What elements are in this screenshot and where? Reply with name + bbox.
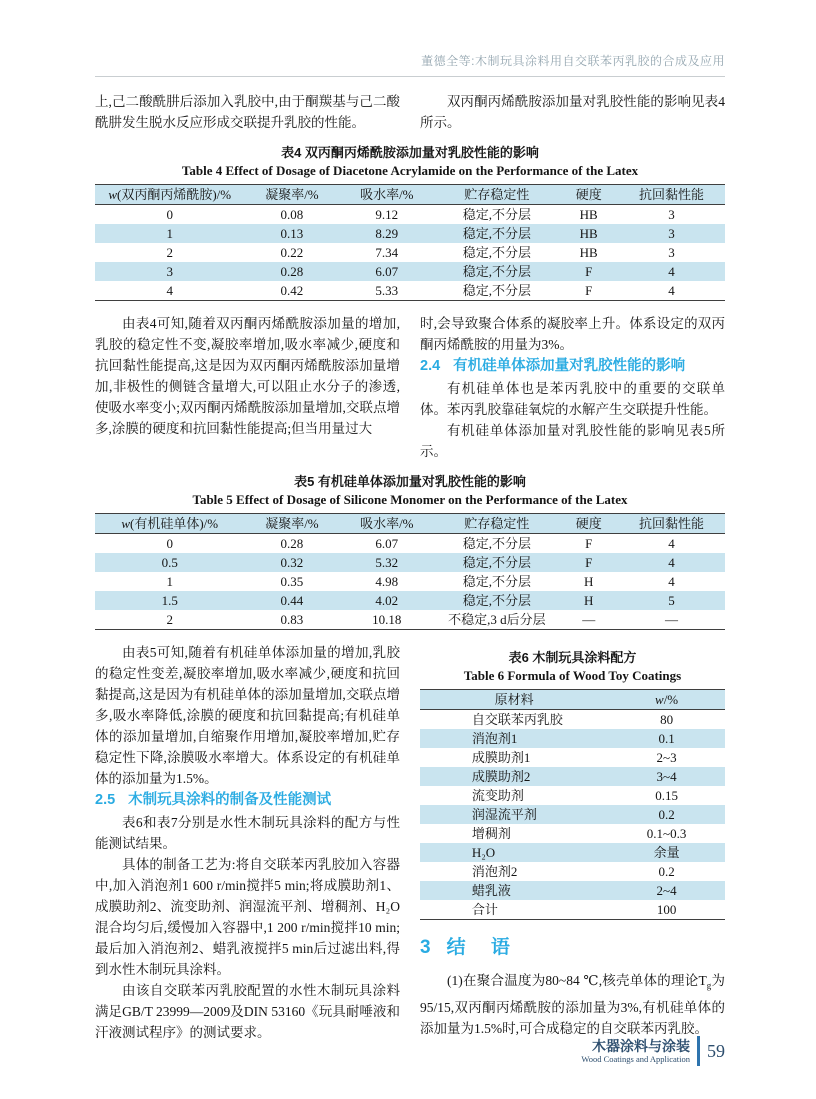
table-row <box>95 281 725 301</box>
section-title: 结 语 <box>446 937 520 958</box>
table-cell: 余量 <box>653 845 680 860</box>
table-cell: 稳定,不分层 <box>462 245 531 260</box>
table-row <box>95 610 725 630</box>
paragraph-table5-discussion: 由表5可知,随着有机硅单体添加量的增加,乳胶的稳定性变差,凝胶率增加,吸水率减少,硬度和抗回黏提高,这是因为有机硅单体的添加量增加,交联点增多,吸水率降低,涂膜的硬度和抗回黏提高;有机硅单体的添加量增加,自缩聚作用增加,凝胶率增加,贮存稳定性下降,涂膜吸水率增大。体系设定的有机硅单体的添加量为1.5%。 <box>95 645 400 786</box>
page-footer <box>581 1036 725 1066</box>
table-cell: 0.1 <box>658 731 675 746</box>
paragraph-table4-discussion-cont: 时,会导致聚合体系的凝胶率上升。体系设定的双丙酮丙烯酰胺的用量为3%。 <box>420 316 725 352</box>
table-cell: 7.34 <box>375 245 399 260</box>
table-row <box>420 710 725 730</box>
journal-name-cn: 木器涂料与涂装 <box>592 1037 690 1054</box>
paragraph-2-4-a: 有机硅单体也是苯丙乳胶中的重要的交联单体。苯丙乳胶靠硅氧烷的水解产生交联提升性能。 <box>420 381 725 417</box>
table-cell: 5.32 <box>375 555 399 570</box>
table6 <box>420 689 725 920</box>
table-cell: 4 <box>166 283 173 298</box>
table-header-row <box>95 514 725 534</box>
table-cell: 1 <box>166 574 173 589</box>
table-cell: 5.33 <box>375 283 399 298</box>
tg-subscript: g <box>706 980 712 991</box>
table-row <box>420 767 725 786</box>
table-row <box>95 553 725 572</box>
table-cell: 稳定,不分层 <box>462 536 531 551</box>
table-cell: F <box>585 536 593 551</box>
table-cell: 成膜助剂1 <box>471 750 531 765</box>
table-cell: H <box>584 593 594 608</box>
column-header: 凝聚率/% <box>265 516 319 531</box>
paragraph-conclusion <box>420 970 725 1039</box>
left-column <box>95 91 400 133</box>
table-cell: 稳定,不分层 <box>462 207 531 222</box>
table-cell: 6.07 <box>375 536 399 551</box>
table-cell: 8.29 <box>375 226 399 241</box>
table-cell: H₂O <box>471 845 496 860</box>
paragraph-2-5-a: 表6和表7分别是水性木制玩具涂料的配方与性能测试结果。 <box>95 815 400 851</box>
table-row <box>420 786 725 805</box>
table-row <box>420 748 725 767</box>
paragraph-2-4-b: 有机硅单体添加量对乳胶性能的影响见表5所示。 <box>420 423 725 459</box>
table-cell: — <box>664 612 678 627</box>
table-row <box>95 224 725 243</box>
header-rule <box>95 76 725 77</box>
table5-title-en: Table 5 Effect of Dosage of Silicone Monomer on the Performance of the Latex <box>192 492 628 507</box>
table-cell: F <box>585 264 593 279</box>
table-cell: 1.5 <box>161 593 178 608</box>
table-row <box>420 729 725 748</box>
table-cell: 2~3 <box>656 750 677 765</box>
table6-title-cn: 表6 木制玩具涂料配方 <box>508 650 637 665</box>
column-header: 抗回黏性能 <box>638 187 704 202</box>
table-row <box>420 862 725 881</box>
section-number: 3 <box>420 937 431 958</box>
table-row <box>95 591 725 610</box>
table-cell: 4 <box>668 536 675 551</box>
column-header: 凝聚率/% <box>265 187 319 202</box>
section-number: 2.4 <box>420 358 441 374</box>
table-row <box>420 824 725 843</box>
table-cell: 2~4 <box>656 883 677 898</box>
table-cell: 合计 <box>471 902 498 917</box>
table-cell: 0 <box>166 536 173 551</box>
table-cell: 3 <box>668 207 675 222</box>
table-cell: 稳定,不分层 <box>462 555 531 570</box>
table-cell: 0.28 <box>280 536 304 551</box>
table5-block <box>95 474 725 630</box>
table-cell: F <box>585 283 593 298</box>
table-cell: 0.15 <box>655 788 678 803</box>
table-cell: 0.1~0.3 <box>646 826 687 841</box>
table6-title-en: Table 6 Formula of Wood Toy Coatings <box>463 668 682 683</box>
table-cell: 流变助剂 <box>471 788 524 803</box>
table-row <box>95 262 725 281</box>
column-header: 吸水率/% <box>360 516 414 531</box>
table-row <box>420 900 725 920</box>
conclusion-text-pre: (1)在聚合温度为80~84 ℃,核壳单体的理论T <box>447 973 707 988</box>
table-header-row <box>420 690 725 710</box>
section-heading-3 <box>420 936 725 960</box>
table-cell: 不稳定,3 d后分层 <box>448 612 546 627</box>
table-cell: 0.08 <box>280 207 304 222</box>
intro-band <box>95 91 725 133</box>
table-row <box>420 843 725 862</box>
table-cell: 0.35 <box>280 574 304 589</box>
table-cell: 稳定,不分层 <box>462 264 531 279</box>
table-cell: 润湿流平剂 <box>471 807 537 822</box>
table-cell: 消泡剂1 <box>471 731 518 746</box>
table-cell: 9.12 <box>375 207 399 222</box>
table-row <box>420 805 725 824</box>
table-cell: 0.28 <box>280 264 304 279</box>
table-row <box>95 572 725 591</box>
table-cell: 蜡乳液 <box>471 883 511 898</box>
table-cell: 10.18 <box>372 612 402 627</box>
paragraph-2-5-b: 具体的制备工艺为:将自交联苯丙乳胶加入容器中,加入消泡剂1 600 r/min搅拌5 min;将成膜助剂1、成膜助剂2、流变助剂、润湿流平剂、增稠剂、H₂O混合均匀后,缓慢加入容器中,1 200 r/min搅拌10 min;最后加入消泡剂2、蜡乳液搅拌5 min后过滤出料,得到水性木制玩具涂料。 <box>95 857 400 977</box>
table-cell: 5 <box>668 593 675 608</box>
column-header: 吸水率/% <box>360 187 414 202</box>
table-row <box>95 205 725 225</box>
table-cell: 2 <box>166 245 173 260</box>
column-header: w/% <box>655 692 679 707</box>
lower-band <box>95 642 725 1043</box>
section-number: 2.5 <box>95 792 116 808</box>
table-cell: 成膜助剂2 <box>471 769 531 784</box>
column-header: 贮存稳定性 <box>464 187 530 202</box>
column-header: 硬度 <box>575 187 602 202</box>
journal-name <box>581 1038 697 1065</box>
table-cell: 6.07 <box>375 264 399 279</box>
table-cell: 0.2 <box>658 807 675 822</box>
section-heading-2-4 <box>420 356 725 377</box>
paragraph-2-5-c: 由该自交联苯丙乳胶配置的水性木制玩具涂料满足GB/T 23999—2009及DIN 53160《玩具耐唾液和汗液测试程序》的测试要求。 <box>95 983 400 1040</box>
right-column <box>420 91 725 133</box>
section-heading-2-5 <box>95 790 400 811</box>
paragraph-intro-left: 上,己二酸酰肼后添加入乳胶中,由于酮羰基与己二酸酰肼发生脱水反应形成交联提升乳胶的性能。 <box>95 94 400 130</box>
right-column <box>420 642 725 1043</box>
table-cell: 0.83 <box>280 612 304 627</box>
table-row <box>95 534 725 554</box>
table-cell: HB <box>579 207 598 222</box>
table-row <box>420 881 725 900</box>
table-cell: 0.42 <box>280 283 304 298</box>
table-cell: 4 <box>668 264 675 279</box>
table-cell: 0.5 <box>161 555 178 570</box>
running-head: 董德全等:木制玩具涂料用自交联苯丙乳胶的合成及应用 <box>421 54 725 68</box>
table-cell: F <box>585 555 593 570</box>
table-cell: 稳定,不分层 <box>462 283 531 298</box>
table-cell: 3 <box>668 245 675 260</box>
table-cell: 消泡剂2 <box>471 864 518 879</box>
journal-name-en: Wood Coatings and Application <box>581 1053 690 1064</box>
column-header: 硬度 <box>575 516 602 531</box>
table-cell: 2 <box>166 612 173 627</box>
column-header: w(有机硅单体)/% <box>121 516 219 531</box>
paragraph-intro-right: 双丙酮丙烯酰胺添加量对乳胶性能的影响见表4所示。 <box>420 94 725 130</box>
table-cell: 3~4 <box>656 769 677 784</box>
discussion-band <box>95 313 725 462</box>
table-cell: HB <box>579 245 598 260</box>
table-cell: 增稠剂 <box>471 826 511 841</box>
table-cell: 80 <box>660 712 674 727</box>
column-header: 抗回黏性能 <box>638 516 704 531</box>
table-cell: 稳定,不分层 <box>462 593 531 608</box>
table-cell: 4.02 <box>375 593 399 608</box>
table4-title-cn: 表4 双丙酮丙烯酰胺添加量对乳胶性能的影响 <box>281 145 539 160</box>
left-column <box>95 313 400 462</box>
table-header-row <box>95 185 725 205</box>
table-cell: 自交联苯丙乳胶 <box>471 712 563 727</box>
table-cell: 0.22 <box>280 245 304 260</box>
page-number: 59 <box>707 1040 725 1061</box>
table-cell: H <box>584 574 594 589</box>
table-cell: 0.13 <box>280 226 304 241</box>
table-row <box>95 243 725 262</box>
table-cell: 1 <box>166 226 173 241</box>
table6-block <box>420 650 725 920</box>
table-cell: 稳定,不分层 <box>462 226 531 241</box>
table-cell: — <box>582 612 596 627</box>
table5 <box>95 513 725 630</box>
table-cell: 4 <box>668 574 675 589</box>
table-cell: 0.2 <box>658 864 675 879</box>
table-cell: 3 <box>668 226 675 241</box>
table4-title-en: Table 4 Effect of Dosage of Diacetone Acrylamide on the Performance of the Latex <box>181 163 639 178</box>
table-cell: 3 <box>166 264 173 279</box>
left-column <box>95 642 400 1043</box>
right-column <box>420 313 725 462</box>
table-cell: 100 <box>656 902 677 917</box>
column-header: w(双丙酮丙烯酰胺)/% <box>108 187 232 202</box>
table-cell: 4.98 <box>375 574 399 589</box>
table-cell: 4 <box>668 555 675 570</box>
table4-block <box>95 145 725 301</box>
conclusion-text-post: 为95/15,双丙酮丙烯酰胺的添加量为3%,有机硅单体的添加量为1.5%时,可合成稳定的自交联苯丙乳胶。 <box>420 973 725 1036</box>
section-title: 木制玩具涂料的制备及性能测试 <box>128 792 332 808</box>
table-cell: 4 <box>668 283 675 298</box>
column-header: 原材料 <box>494 692 534 707</box>
table5-title-cn: 表5 有机硅单体添加量对乳胶性能的影响 <box>294 474 526 489</box>
table-cell: 稳定,不分层 <box>462 574 531 589</box>
table-cell: 0 <box>166 207 173 222</box>
paragraph-table4-discussion: 由表4可知,随着双丙酮丙烯酰胺添加量的增加,乳胶的稳定性不变,凝胶率增加,吸水率减少,硬度和抗回黏性能提高,这是因为双丙酮丙烯酰胺添加量增加,非极性的侧链含量增大,可以阻止水分子的渗透,使吸水率变小;双丙酮丙烯酰胺添加量增加,交联点增多,涂膜的硬度和抗回黏性能提高;但当用量过大 <box>95 316 400 436</box>
table-cell: 0.32 <box>280 555 304 570</box>
table4 <box>95 184 725 301</box>
section-title: 有机硅单体添加量对乳胶性能的影响 <box>453 358 686 374</box>
table-cell: 0.44 <box>280 593 304 608</box>
table-cell: HB <box>579 226 598 241</box>
column-header: 贮存稳定性 <box>464 516 530 531</box>
